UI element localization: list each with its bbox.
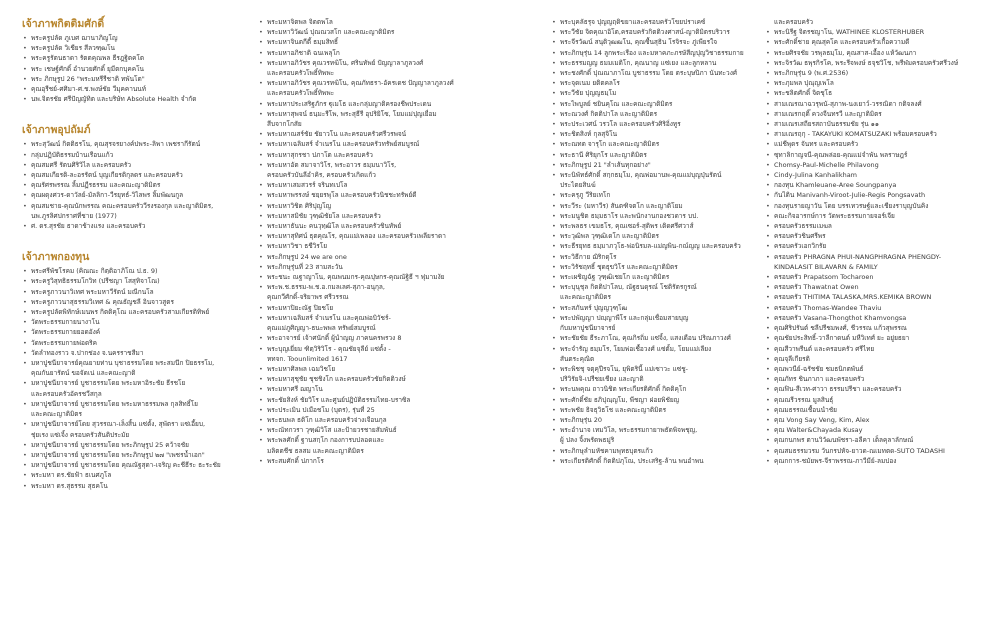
donor-entry: • พระมหาธันนะ คนวุทฺฒิโล และครอบครัวชินทัพย์ [258, 221, 540, 231]
column-2 [258, 17, 540, 466]
donor-entry: • คุณสมธรรมวรม วันกรปหัจ-ยาวด-ณเมทตด-SUTO TADASHI [765, 446, 990, 456]
donor-entry: • พระมหา ดร.ชัยฟ้า ธเนศภูโล [22, 470, 247, 480]
donor-entry: • พระวิรัชฤทธิ์ ชุดธุขวิโร และคณะญาติมิตร [551, 262, 759, 272]
donor-entry: • พระชิตสิงห์ กุลสุจิโน [551, 129, 759, 139]
donor-entry: • พระพลธร เขมธโร, คุณเซอร์-สุติพร เติดศรีศวาส์ [551, 221, 759, 231]
donor-entry: • วัดพระธรรมกายพ่อดริค [22, 338, 247, 348]
donor-entry: • พระครูภาวนาสุธรรมวิเทศ & คุณธัญชลี อินจาวสูตร [22, 297, 247, 307]
donor-entry: • พระมหาสุทิศน์ ธุตคุณโร, คุณแม่เพลอง และครอบครัวเพลียราดา [258, 231, 540, 241]
donor-entry: • มหาปูชนียาจารย์ บูชาธรรมโดย พระมหาอิระชัย ธีรชโย และครอบครัวอัครชวีสกุล [22, 378, 247, 398]
donor-entry: • พระนิรีฐ จิตรชญาโน, WATHINEE KLOSTERHUBER [765, 27, 990, 37]
donor-entry: • พระชนะ ณฐาญาโน, คุณพนมกร-คุณปุษกร-คุณณัฐิธี ฯ ฟุมามงัย [258, 272, 540, 282]
donor-entry: • มหาปูชนียาจารย์โดย สุวรรณา-เล็งสิ้น แซ่ตั้ง, สุพัตรา แซ่เอี้ยบ, ชุ่ยเรง แซ่เจิ้ง ครอบครัวสันติประมัย [22, 419, 247, 439]
donor-entry: • นพ.จิตรชัย ศรีปัญญัทิต และบริษัท Absolute Health จำกัด [22, 94, 247, 104]
donor-entry: • คณะกิจอารกษ์การ วัดพระธรรมกายจอร์เจีย [765, 211, 990, 221]
donor-entry: • คุณกการ-ชมัยพร-จีราพรรณ-ภาวีมีย์-ลมปอง [765, 456, 990, 466]
donor-entry: • พระสภันทร์ ปุญญวุฑฺโฒ [551, 303, 759, 313]
donor-entry: • พระวีชัย จิตคุณาอิโต,ครอบครัวกิตติวงศาสน์-ญาติมิตรบริวาร [551, 27, 759, 37]
column-3 [551, 17, 759, 466]
donor-entry: • คุณภัทร ชินภาภา และครอบครัว [765, 374, 990, 384]
donor-entry: • พระครูปลัด วิเชียร สีลวฑฺฒโน [22, 43, 247, 53]
donor-entry: • คุณ Walter&Chayada Kusay [765, 425, 990, 435]
donor-entry: • พระมหาณสร์ชัย ชัยาวโน และครอบครัวศรีวรพจน์ [258, 129, 540, 139]
donor-entry: • พระมหาสุกรชา ปภาโต และครอบครัว [258, 150, 540, 160]
donor-entry: • พระชัยชัย ธีระภาโณ, คุณกิรถิ่ม แซ่จิ้ง, แสงเดือน ปริณภาวงศ์ [551, 333, 759, 343]
donor-entry: • คุณชัยประสิทธิ์-วาลีกาดนต์ มหีวิเทศ์ ยะ อยู่ยธยา [765, 333, 990, 343]
donor-entry: • พระมหาสุพจน์ ธนฺมะรีโพ, พระสุธีรี อุปริยิโซ, โยมแม่ปุญเยื่อม สีบจากโกสัย [258, 109, 540, 129]
donor-entry: • พระมหาพรรงษ์ ชยฺยรพุโล และครอบครัวนิชชะทรัพย์ดี [258, 190, 540, 200]
donor-entry: • พระอำนาจ เทมวิโล, พระธรรมกายาพธัดพิจพชุญ, ผู้ ปลง จิ้งพรัดพธมู่ริ [551, 425, 759, 445]
donor-entry: • พระมหาสมิชัย วุฑฺฒิชัยโล และครอบครัว [258, 211, 540, 221]
donor-entry: • พระมหาอภิวัชร คุณวรทฆิโน, ศรินทัพย์ ปัญญาลาภูลวงศ์ และครอบครัวโพธิ์ทิพพะ [258, 58, 540, 78]
donor-entry: • กลุ่มปฏิบัติธรรมบ้านเรือนแก้ว [22, 150, 247, 160]
fund-host-list-2 [258, 17, 540, 466]
donor-entry: • คุณรัศรพรรณ ลิ้มปฏีรธรรม และคณะญาติมิตร [22, 180, 247, 190]
donor-entry: • พระศรีพัชโรคม (คิณณะ กิตฺติอาภิโณ ป.ธ. 9) [22, 266, 247, 276]
donor-entry: • พระบุญเยี่ยม ฑิตฺวิริวิโร - คุณชัยจุลีย์ แซ่ตั้ง - หทจก. Toounlimited 1617 [258, 344, 540, 364]
donor-entry: • พระมหาอภิชาติ ฉนเพลุโก [258, 48, 540, 58]
donor-entry: • พระจำรัญ ธมฺมโร, โยมพ่อเชื้อวงศ์ แซ่ตั้ม, โยมแม่เลียง สันตระคุณิต [551, 344, 759, 364]
donor-entry: • พระภิกษุลำมหัชคามพุทธบุตรแก้ว [551, 446, 759, 456]
donor-entry: • พระธนพล ธติโก และครอบครัวจ่างเจือนกุล [258, 415, 540, 425]
donor-entry: • คุณ Vong Say Veng, Kim, Alex [765, 415, 990, 425]
donor-entry: • พระภุมพล ปุณุญเพโล [765, 78, 990, 88]
donor-entry: • พระธรรมญญ ธมมเมติโก, คุณนาญ แซ่เยง และลูกหลาน [551, 58, 759, 68]
donor-entry: • คุณพวนีย์-ฉรัชชัย ชมธนิกตพันธ์ [765, 364, 990, 374]
donor-entry: • พระ เชษฐ์ศักดิ์ อำนวยศักดิ์ ยุมีตกบุคคโน [22, 64, 247, 74]
donor-entry: • มหาปูชนียาจารย์ บูชาธรรมโดย คุณณัฐสุดา-เจริญ คะชีธีระ ธะระชัย [22, 460, 247, 470]
donor-entry: • คุณจุลีเกียรติ [765, 354, 990, 364]
donor-entry: • สามเณรเสถียรสถาบันธรรมชัย รุ่น ๑๑ [765, 119, 990, 129]
donor-entry: • พระชงศักดิ์ ปุณณาภาโณ บูชาธรรม โดย ตระบุษปิภา นันทะวงศ์ [551, 68, 759, 78]
donor-entry: • พระพิชชุ จตุคุปีรจโน, ยุพิตรินี้ แม่เซาวะ แซ่ชู- ปริวิรัยจิ-เปรีชยเชียง และญาติ [551, 364, 759, 384]
donor-entry: • พระสมศักดิ์ ปภากโร [258, 456, 540, 466]
donor-entry: • ครอบครัวเอกวิกรัย [765, 241, 990, 251]
donor-entry: • Chomsy-Paul-Michelle Philavong [765, 160, 990, 170]
donor-entry: • พระปพัญญา ปญฺญาพีโร และกลุ่มเชื่อมสายบุญ กับมหาปูชนียาจารย์ [551, 313, 759, 333]
donor-entry: • พระมหาจิตพล จิตตพโล [258, 17, 540, 27]
donor-entry: • ครอบครัว Prapatsom Tocharoen [765, 272, 990, 282]
donor-entry: • พระวีชัย ปุญญธมฺโม [551, 88, 759, 98]
donor-entry: • พระประเมิน ปเมือชโม (บุตร), รุ่นที่ 25 [258, 405, 540, 415]
section-title-patron: เจ้าภาพอุปถัมภ์ [22, 124, 91, 137]
donor-entry: • พระมหา ดร.สุธรรม สุธคโน [22, 481, 247, 491]
fund-host-list-3 [551, 17, 759, 466]
donor-entry: • พระจิรวัฒ ธพุรกิรโค, พระรีจพงษ์ ธจุชวิโช, พรีฬมครอบครัวศรีวงษ์ [765, 58, 990, 68]
donor-entry: • ศ. ดร.สุรชัย ธาดาช้างแรง และครอบครัว [22, 221, 247, 231]
donor-entry: • คุณสมศรี รัตนศิริวิไล และครอบครัว [22, 160, 247, 170]
donor-entry: • พระมหาเสมสวรร์ จรินทเปโล [258, 180, 540, 190]
donor-entry: • พระภิกษุรุ่น 20 [551, 415, 759, 425]
donor-entry: • พระพลศักดิ์ ฐานสกฺโก กองการบปลอดและ มลิตตชีช ธลสม และคณะญาติมิตร [258, 435, 540, 455]
donor-entry: • พระนิพัทธ์ศักดิ์ สกฺกธมฺโม, คุณพ่อมานพ-คุณแม่บุญปุ่นรัตน์ ประไตยสินฆ์ [551, 170, 759, 190]
patron-list [22, 139, 247, 231]
donor-entry: • กองทุน Khamleuane-Aree Soungpanya [765, 180, 990, 190]
donor-entry: • พระมหาศิลพล เฉมวิชโย [258, 364, 540, 374]
donor-entry: • พระไพบูลย์ ชยินคุโณ และคณะญาติมิตร [551, 99, 759, 109]
donor-entry: • ครอบครัวธรรมเมฆล [765, 221, 990, 231]
donor-entry: • คุณฟิน-สีเวท-ศาวา ธรรมปรีชา และครอบครัว [765, 384, 990, 394]
donor-entry: • พระบุคลัธรุจ ปุญญฤดิขยาและครอบครัวโขยปราเคซ์ [551, 17, 759, 27]
donor-entry: • พระมหาศรี ฌญาโน [258, 384, 540, 394]
donor-entry: • มหาปูชนียาจารย์ บูชาธรรมโดย พระภิกษุรูป ๒๗ "เพชรน้ำเอก" [22, 450, 247, 460]
donor-entry: • Cindy-Julina Kanhalikham [765, 170, 990, 180]
donor-entry: • พระเผชิญฉัฐ วุฑฺฒิเชยโก และญาติมิตร [551, 272, 759, 282]
donor-entry: • พระครูปลัด ภูเบศ ฌานาภิญโญ [22, 33, 247, 43]
donor-entry: • พระณัทกวรา วุฑฺฒิวิโส และป้ายวรชายสัมพันธ์ [258, 425, 540, 435]
donor-entry: • พระมหาสุชุชัย ชุชชิงโก และครอบครัวชัยกิตติวงษ์ [258, 374, 540, 384]
donor-entry: • พระอาจารย์ เจ้าศนักติ์ ผู้นำญญ ภาคนครพรวง 8 [258, 333, 540, 343]
donor-entry: • พระมหาอัต สมาจาวิโร, พระอาวร ธมฺมนาวิโร, ครอบครัวบันลีอำคิร, ครอบครัวเกิดแก้ว [258, 160, 540, 180]
column-4 [765, 17, 990, 466]
donor-entry: • พระพ.ช.ธรรม-พ.ช.อ.กมลเลศ-สุภา-อนุกุล, คุณกวีศักดิ์-จริยาพร ศรีวรรณ [258, 282, 540, 302]
donor-entry: • มหาปูชนียาจารย์ บูชาธรรมโดย พระมหาธรรมพล กุลสิทธิ์โย และคณะญาติมิตร [22, 399, 247, 419]
donor-entry: • วัดพระธรรมกายยอดอังค์ [22, 327, 247, 337]
donor-entry: • พระมหาวิชา ธชีวิรโย [258, 241, 540, 251]
donor-entry: • พระมหาประเสริฐภักร ฐุเมโธ และกลุ่มญาติครองชีพประเดน [258, 99, 540, 109]
donor-entry: • พระภิกษุรูป 21 "ลำเส้นทุกอย่าง" [551, 160, 759, 170]
donor-entry: • ซุทาลิกาญจนี-คุณพล่อย-คุณแม่จำพัน พลราษฎร์ [765, 150, 990, 160]
donor-entry: • พระมหาจินตกีตี้ ธมฺมสิทธิ์ [258, 37, 540, 47]
donor-entry: • พระจีรวัฒน์ สนุติวุฒฒโน, คุณซื้นสุธิน โรจิรจะ ภู่เพียรใจ [551, 37, 759, 47]
donor-entry: • ครอบครัว Thawatnat Owen [765, 282, 990, 292]
section-title-fund-host: เจ้าภาพกองทุน [22, 251, 90, 264]
donor-entry: • พระมหาเฉลิมสร์ จำเนรโน และคุณพ่อบิวัชร์- คุณแม่ภูศิญญา-ธนะพพล ทรัพย์สมบูรณ์ [258, 313, 540, 333]
donor-entry: • ครอบครัว Thomas-Wandee Thaviu [765, 303, 990, 313]
donor-entry: • กันไติน Manivanh-Viroot-Julie-Regis Pongsavath [765, 190, 990, 200]
donor-entry: • พระนพคุณ ถาวนิชิต พระเกียรติศักดิ์ กิตติคุโก [551, 384, 759, 394]
fund-host-list-4 [765, 17, 990, 466]
donor-entry: • พระ ภิกษุรูป 26 "พระมหรีรีชาติ ทพันโต" [22, 74, 247, 84]
donor-entry: • คุณสีวาพรีนต์ และครอบครัว ศรีไทย [765, 344, 990, 354]
fund-host-list-1 [22, 266, 247, 490]
donor-entry: • ครอบครัว PHRAGNA PHUI-NANGPHRAGNA PHENGDY- KINDALASIT BILAVARN & FAMILY [765, 252, 990, 272]
donor-entry: • พระยศิรจชัย วรพุลธมฺโม, คุณสาส-เอื้อง แห้วัฒนภา [765, 48, 990, 58]
donor-entry: • พระธานี ศิริยุกโร และญาติมิตร [551, 150, 759, 160]
donor-entry: • พระครูวิสุทธิธรรมโกวิท (ปรีชญา โสสุทิจาโณ) [22, 276, 247, 286]
column-1 [22, 17, 247, 491]
donor-entry: • พระณวงศ์ กิตติปาโล และญาติมิตร [551, 109, 759, 119]
donor-entry: • พระณทต จารุโก และคณะญาติมิตร [551, 139, 759, 149]
donor-entry: • วัดลำทองราว จ.ปากช่อง จ.นครราชสีมา [22, 348, 247, 358]
donor-entry: • ครอบครัว Vasana-Thongthot Khamvongsa [765, 313, 990, 323]
donor-entry: • พระพชัย ธิจธุวิธโช และคณะญาติมิตร [551, 405, 759, 415]
donor-entry: • สามเณรฤกุ - TAKAYUKI KOMATSUZAKI พร้อมครอบครัว [765, 129, 990, 139]
donor-entry: • พระศักดิ์ชัย ธภิปุณฺญโม, พีชญา ฝอยพิชัยญ [551, 395, 759, 405]
donor-entry: • คุณผดุงศวร-ดาวัลย์-มัลลิกา-วีรยุทธ์-วิไลพร ลิ้มพัฒนกูล [22, 190, 247, 200]
donor-entry: • สามเณรณาฉวรุพนั-สุภาพ-นงเยาว์-วรรณิดา กติจลงศ์ [765, 99, 990, 109]
donor-entry: • พระมนูชิต ธมฺมธาโร และพนักงานกองชวดาร บป. [551, 211, 759, 221]
donor-entry: • พระบุนุชุล กิตติปาโลบ, ณัฐธนดุรณ์ โชติรัตรกูรณ์ และคณะญาติมิตร [551, 282, 759, 302]
donor-entry: • คุณสมชาย-คุณนักพรรณ คณะครอบครัววีรงรองกุล และญาติมิตร, นพ.ภูรลิศปกราศที่ชาย (1977) [22, 201, 247, 221]
donor-entry: • พระธีรยุทธ ธมฺมาภวุโธ-พ่อนิรมล-แม่ญพิน-กณ์ญญ และครอบครัว [551, 241, 759, 251]
donor-entry: • พระจุดเนม ยติตคลโร [551, 78, 759, 88]
donor-entry: • คุณศิริปรันต์ ชลีปรีชมพงศ์, ชีวรรณ แก้วสุพรรณ [765, 323, 990, 333]
donor-entry: • พระภิกษุรุ่นที่ 23 สามสะวัน [258, 262, 540, 272]
donor-entry: • พระเกียรติศักดิ์ กิตติปภุโณ, ประเสริฐ-ล้าน พนอำพน [551, 456, 759, 466]
donor-entry: และครอบครัว [774, 18, 814, 26]
donor-entry: • พระภิกษุรุ่น 14 ลูกพระเรือง และมหาคภะภรษัสีญปุญวิชาธรรมกาย [551, 48, 759, 58]
donor-entry: • มหาปูชนียาจารย์คุณยายท่าน บุชาธรรมโดย พระสมนึก ปิยธรรโม, คุณกันยารัตน์ ขอจัดเน่ และคณะญาติ [22, 358, 247, 378]
donor-entry: • พระสุวัฒน์ กิตติธรโน, คุณสุรจรยางค์ปพระ-ลิพา เพชรากีรัตน์ [22, 139, 247, 149]
donor-entry: • พระวีระ (มหาวีร) สันตฑิจตโก และญาติโยม [551, 201, 759, 211]
donor-entry: • พระศักดิ์ชาย คุณสุคโค และครอบครัวเกื้อความดี [765, 37, 990, 47]
donor-entry: • พระมหาปิยะณัฐ ปิยชโย [258, 303, 540, 313]
donor-entry: • พระครูรัตนธาดา รัตตคุณพล ธีรฎฐิตคโต [22, 53, 247, 63]
honorary-list [22, 33, 247, 104]
donor-entry: • พระชลิตศักดิ์ จิตชุโธ [765, 88, 990, 98]
donor-entry: • มหาปูชนียาจารย์ บูชาธรรมโดย พระภิกษุรูป 25 คว้าจชัย [22, 440, 247, 450]
donor-entry: • คุณอุรีชย์-ศศิมา-ศ.ช.พงษ์ชัย วีมุคคานนท์ [22, 84, 247, 94]
donor-entry: • พระวิธีกาย ฌิริกดุโร [551, 252, 759, 262]
section-title-honorary: เจ้าภาพกิตติมศักดิ์ [22, 18, 105, 30]
donor-entry: • พระประเวศน์ วรวโล และครอบครัวศิริอิ่งทูร [551, 119, 759, 129]
donor-entry: • พระชัยสิงห์ ชัยวิโร และศูนย์ปฏิบัติธรรมไทย-บราซิล [258, 395, 540, 405]
donor-entry: • คุณณรีวรรณ มูลสินธุ์ [765, 395, 990, 405]
donor-entry: • พระครูภาวนาวิเทศ พระมหาวีรัตน์ มณีกนโล [22, 287, 247, 297]
donor-entry: • คุณกนกพร ตานวิวัฒนพัชรา-อลีคา เต็ลคุลาลักษณ์ [765, 435, 990, 445]
donor-entry: • ครอบครัว THITIMA TALASKA,MRS.KEMIKA BROWN [765, 292, 990, 302]
donor-entry: • พระมหาอภิวัชร คุณวรทฆิโน, คุณภัทธรา-อัครเดช ปัญญาลาภูลวงศ์ และครอบครัวโพธิ์ทิพพะ [258, 78, 540, 98]
donor-entry: • กองทุนรายญาวัน โดย บรรเทวรษฐ์และเชียงราบุญบันคิง [765, 201, 990, 211]
donor-entry: • พระมหาเฉลิมสร์ จำเนรโน และครอบครัวทรัพย์สมบูรณ์ [258, 139, 540, 149]
donor-entry: • พระภิกษุรุ่น 9 (พ.ศ.2536) [765, 68, 990, 78]
donor-entry: • คุณสมเกียรติ-ละอรรัตน์ บุญเกียรติกุลดร และครอบครัว [22, 170, 247, 180]
donor-entry: • คุณมธรรณเชื้อนนำชัย [765, 405, 990, 415]
donor-entry: • พระครุภู วีริยเทโก [551, 190, 759, 200]
donor-entry: • พระภิกษุรูป 24 we are one [258, 252, 540, 262]
donor-entry: • ครอบครัวชินศรีพร [765, 231, 990, 241]
donor-entry: • พระครูปลัดพิทักษ์เมนพร กิตติคุโณ และครอบครัวสามเกียรติทิพย์ [22, 307, 247, 317]
donor-entry: • พระวุฒิพล วุฑฺฒิเดโก และญาติมิตร [551, 231, 759, 241]
donor-entry: • สามเณรกฤติ๊ ควงจีนทรวี และญาติมิตร [765, 109, 990, 119]
donor-entry: • พระมหาวิชิต ศิริปุญโญ [258, 201, 540, 211]
donor-entry: • แม่ชีพุดร จันทร และครอบครัว [765, 139, 990, 149]
donor-entry: • วัดพระธรรมกายนางาโน [22, 317, 247, 327]
donor-entry: • พระมหาวิวัฒน์ ปุณณวสโก และคณะญาติมิตร [258, 27, 540, 37]
